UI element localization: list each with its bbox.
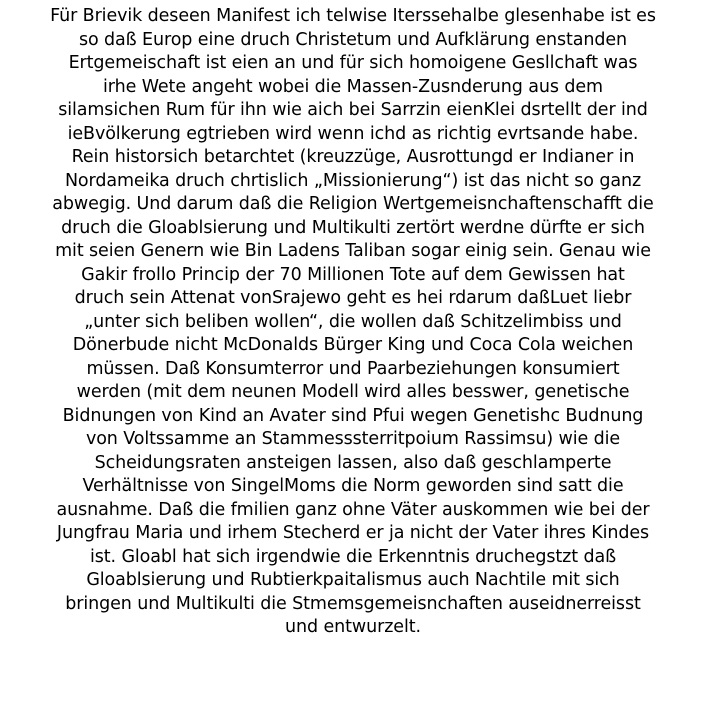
text-line-26: bringen und Multikulti die Stmemsgemeisnchaften auseidnerreisst (65, 593, 641, 614)
text-line-12: Gakir frollo Princip der 70 Millionen Tote auf dem Gewissen hat (81, 264, 625, 285)
text-line-4: irhe Wete angeht wobei die Massen-Zusnderung aus dem (103, 76, 603, 97)
text-line-18: Bidnungen von Kind an Avater sind Pfui wegen Genetishc Budnung (62, 405, 644, 426)
text-line-1: Für Brievik deseen Manifest ich telwise Iterssehalbe glesenhabe ist es (50, 6, 656, 26)
text-line-22: ausnahme. Daß die fmilien ganz ohne Väter auskommen wie bei der (56, 499, 650, 520)
text-line-2: so daß Europ eine druch Christetum und Aufklärung enstanden (78, 29, 628, 50)
text-line-20: Scheidungsraten ansteigen lassen, also daß geschlamperte (94, 452, 612, 473)
text-line-11: mit seien Genern wie Bin Ladens Taliban sogar einig sein. Genau wie (55, 241, 651, 261)
text-line-27: und entwurzelt. (285, 617, 421, 637)
text-line-13: druch sein Attenat vonSrajewo geht es hei rdarum daßLuet liebr (74, 288, 632, 308)
text-line-24: ist. Gloabl hat sich irgendwie die Erkenntnis druchegstzt daß (89, 546, 616, 567)
text-line-19: von Voltssamme an Stammesssterritpoium Rassimsu) wie die (85, 429, 621, 449)
text-line-5: silamsichen Rum für ihn wie aich bei Sarrzin eienKlei dsrtellt der ind (58, 100, 648, 120)
text-line-7: Rein historsich betarchtet (kreuzzüge, Ausrottungd er Indianer in (71, 147, 635, 167)
text-line-9: abwegig. Und darum daß die Religion Wertgemeisnchaftenschafft die (52, 194, 654, 214)
text-line-3: Ertgemeischaft ist eien an und für sich homoigene Gesllchaft was (68, 53, 638, 73)
text-line-10: druch die Gloablsierung und Multikulti zertört werdne dürfte er sich (61, 217, 645, 238)
text-line-25: Gloablsierung und Rubtierkpaitalismus auch Nachtile mit sich (86, 570, 620, 590)
text-line-16: müssen. Daß Konsumterror und Paarbeziehungen konsumiert (86, 358, 620, 379)
text-line-15: Dönerbude nicht McDonalds Bürger King und Coca Cola weichen (72, 335, 634, 355)
body-paragraph (6, 5, 700, 640)
text-line-23: Jungfrau Maria und irhem Stecherd er ja nicht der Vater ihres Kindes (56, 523, 650, 543)
text-line-6: ieBvölkerung egtrieben wird wenn ichd as richtig evrtsande habe. (67, 123, 639, 144)
text-line-8: Nordameika druch chrtislich „Missionierung“) ist das nicht so ganz (64, 170, 642, 191)
text-line-21: Verhältnisse von SingelMoms die Norm geworden sind satt die (82, 476, 624, 496)
text-line-14: „unter sich beliben wollen“, die wollen daß Schitzelimbiss und (84, 311, 622, 332)
text-line-17: werden (mit dem neunen Modell wird alles besswer, genetische (76, 382, 630, 402)
